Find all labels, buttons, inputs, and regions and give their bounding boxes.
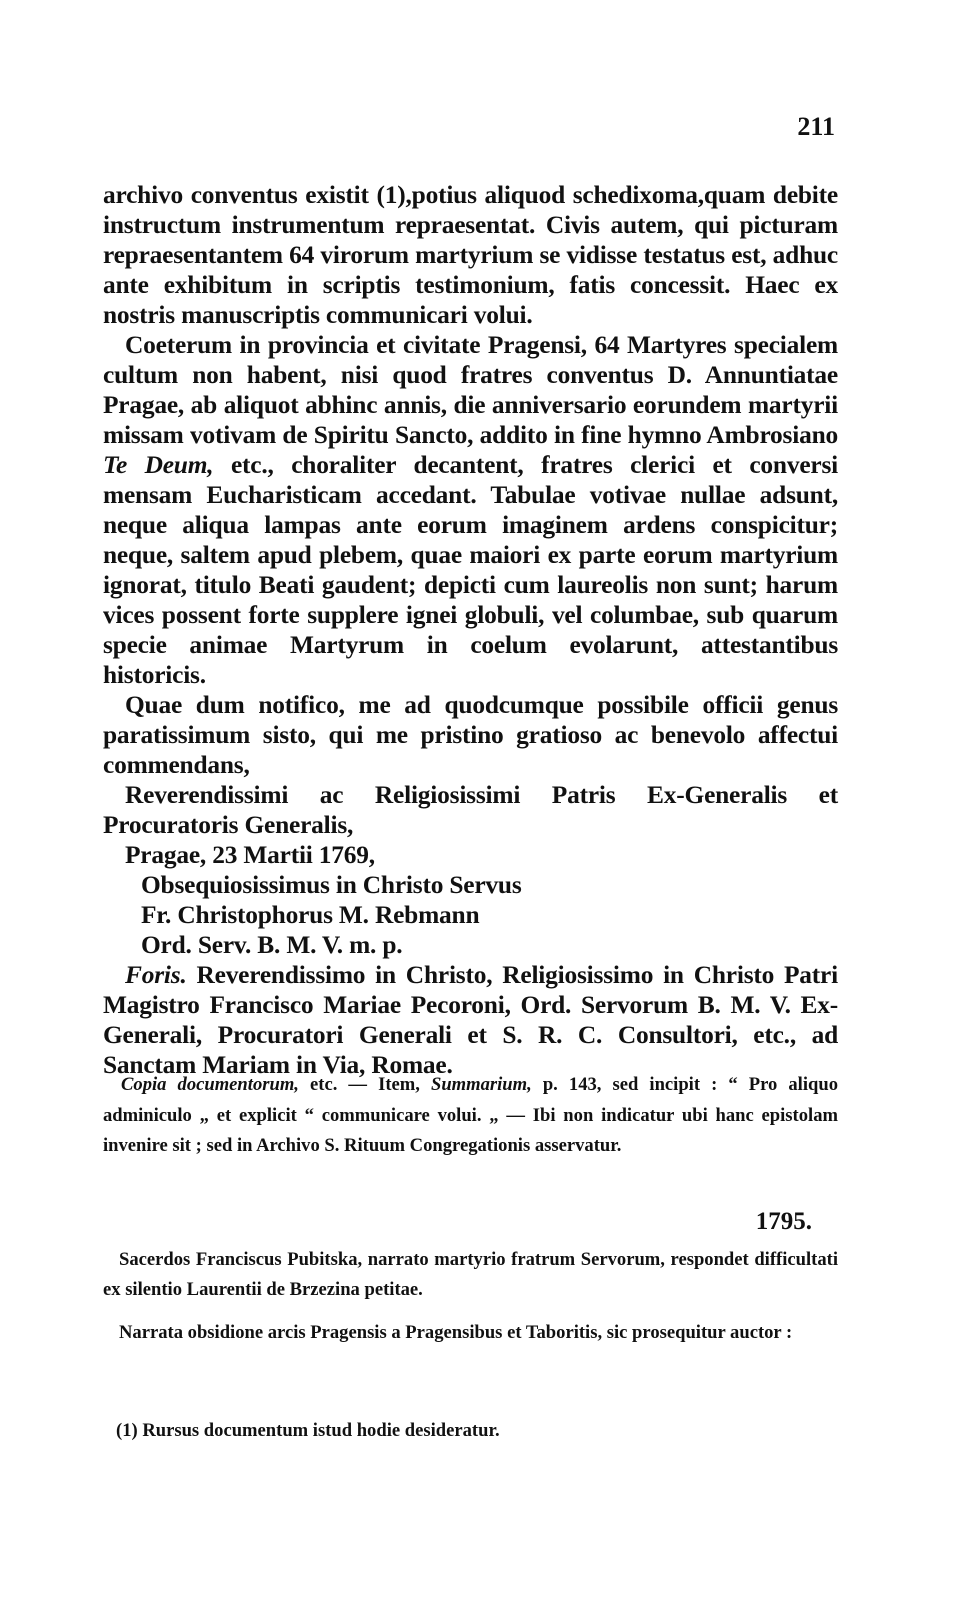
summary-text: Sacerdos Franciscus Pubitska, narrato martyrio fratrum Servorum, respondet difficultati ex silentio Laurentii de Brzezina petitae. bbox=[103, 1249, 838, 1300]
footnote: (1) Rursus documentum istud hodie desideratur. bbox=[116, 1420, 500, 1441]
paragraph-date: Pragae, 23 Martii 1769, bbox=[125, 841, 375, 869]
signature-line-1: Obsequiosissimus in Christo Servus bbox=[141, 871, 522, 899]
intro-block bbox=[103, 1318, 838, 1348]
note-paragraph bbox=[103, 1070, 838, 1162]
summary-block bbox=[103, 1245, 838, 1305]
year-heading: 1795. bbox=[755, 1208, 812, 1235]
paragraph-2-head: Coeterum in provincia et civitate Pragensi, 64 Martyres specialem cultum non habent, nisi quod fratres conventus D. Annuntiatae Pragae, ab aliquot abhinc annis, die anniversario eorundem martyrii missam votivam de Spiritu Sancto, addito in fine hymno Ambrosiano bbox=[103, 331, 838, 449]
page-number: 211 bbox=[797, 112, 835, 141]
paragraph-1: archivo conventus existit (1),potius aliquod schedixoma,quam debite instructum instrumentum repraesentat. Civis autem, qui picturam repraesentantem 64 virorum martyrium se vidisse testatus est, adhuc ante exhibitum in scriptis testimonium, fatis concessit. Haec ex nostris manuscriptis communicari volui. bbox=[103, 181, 838, 329]
note-copia: Copia documentorum, bbox=[121, 1074, 299, 1095]
te-deum: Te Deum, bbox=[103, 451, 214, 479]
note-block bbox=[103, 1070, 838, 1162]
body-text bbox=[103, 180, 838, 1080]
paragraph-salutation: Reverendissimi ac Religiosissimi Patris Ex-Generalis et Procuratoris Generalis, bbox=[103, 781, 838, 839]
intro-text: Narrata obsidione arcis Pragensis a Pragensibus et Taboritis, sic prosequitur auctor : bbox=[119, 1322, 793, 1343]
paragraph-3: Quae dum notifico, me ad quodcumque possibile officii genus paratissimum sisto, qui me pristino gratioso ac benevolo affectui commendans, bbox=[103, 691, 838, 779]
note-rest: p. 143, sed incipit : “ Pro aliquo adminiculo „ et explicit “ communicare volui. „ — Ibi non indicatur ubi hanc epistolam invenire sit ; sed in Archivo S. Rituum Congregationis asservatur. bbox=[103, 1074, 838, 1156]
paragraph-2-tail: etc., choraliter decantent, fratres clerici et conversi mensam Eucharisticam accedant. Tabulae votivae nullae adsunt, neque aliqua lampas ante eorum imaginem ardens conspicitur; neque, saltem apud plebem, quae maiori ex parte eorum martyrium ignorat, titulo Beati gaudent; depicti cum laureolis non sunt; harum vices possent forte supplere ignei globuli, vel columbae, sub quarum specie animae Martyrum in coelum evolarunt, attestantibus historicis. bbox=[103, 451, 838, 689]
note-item: etc. — Item, bbox=[310, 1074, 420, 1095]
foris-label: Foris. bbox=[125, 961, 187, 989]
signature-line-2: Fr. Christophorus M. Rebmann bbox=[141, 901, 480, 929]
note-summarium: Summarium, bbox=[431, 1074, 532, 1095]
paragraph-2 bbox=[103, 330, 838, 690]
signature-line-3: Ord. Serv. B. M. V. m. p. bbox=[141, 931, 403, 959]
foris-address bbox=[103, 960, 838, 1080]
foris-text: Reverendissimo in Christo, Religiosissimo in Christo Patri Magistro Francisco Mariae Pecoroni, Ord. Servorum B. M. V. Ex-Generali, Procuratori Generali et S. R. C. Consultori, etc., ad Sanctam Mariam in Via, Romae. bbox=[103, 961, 838, 1079]
